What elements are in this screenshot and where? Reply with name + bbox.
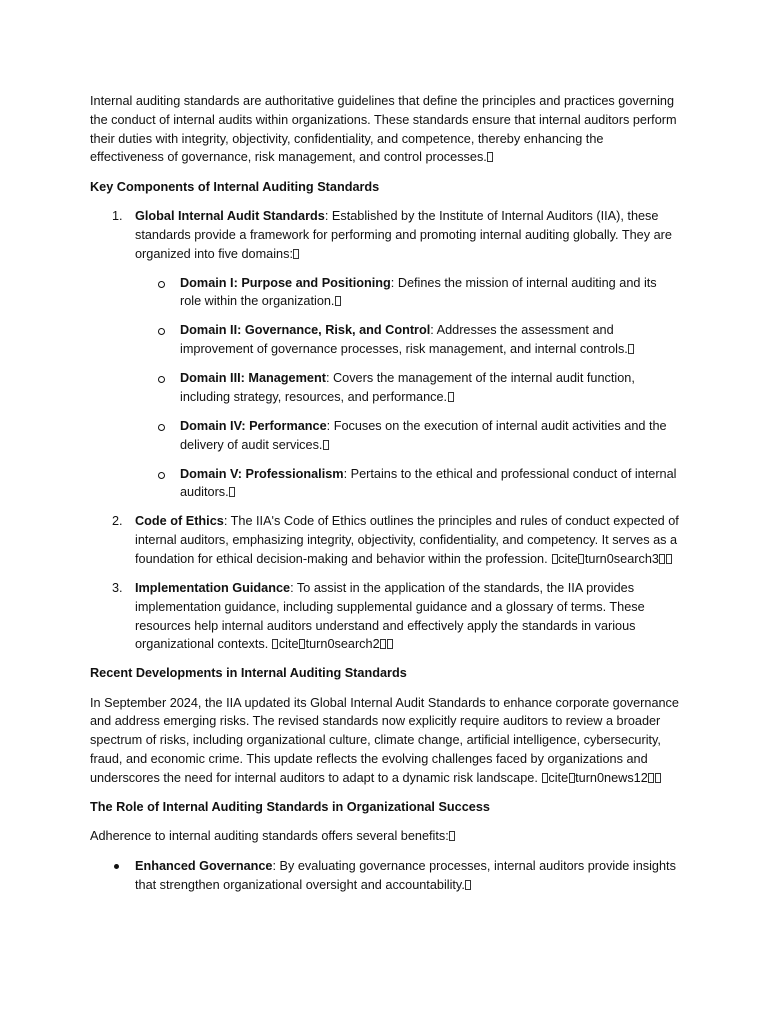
document-body [90, 92, 680, 894]
placeholder-glyph-icon [293, 249, 299, 259]
domain-title: Domain II: Governance, Risk, and Control [180, 323, 431, 338]
placeholder-glyph-icon [465, 880, 471, 890]
list-item [135, 417, 680, 455]
section-heading-recent-developments: Recent Developments in Internal Auditing Standards [90, 666, 407, 681]
benefits-list [90, 857, 680, 895]
citation-ref: turn0news12 [575, 770, 648, 785]
domain-text: : Defines the mission of internal auditing and its role within the organization. [180, 275, 657, 309]
placeholder-glyph-icon [449, 831, 455, 841]
placeholder-glyph-icon [569, 773, 575, 783]
placeholder-glyph-icon [272, 639, 278, 649]
hollow-bullet-icon [158, 328, 165, 335]
domain-text: : Covers the management of the internal audit function, including strategy, resources, and performance. [180, 371, 635, 404]
citation-marker: cite [558, 552, 578, 567]
key-components-list [90, 207, 680, 654]
placeholder-glyph-icon [578, 554, 584, 564]
placeholder-glyph-icon [299, 639, 305, 649]
item-text: : Established by the Institute of Internal Auditors (IIA), these standards provide a framework for performing and promoting internal auditing globally. They are organized into five domains: [135, 208, 672, 261]
domain-title: Domain I: Purpose and Positioning [180, 275, 391, 290]
benefit-text: : By evaluating governance processes, internal auditors provide insights that strengthen organizational oversight and accountability. [135, 858, 676, 892]
list-item [90, 512, 680, 568]
list-item [135, 321, 680, 359]
list-item [90, 207, 680, 502]
list-item [135, 274, 680, 312]
placeholder-glyph-icon [655, 773, 661, 783]
item-title: Global Internal Audit Standards [135, 208, 325, 223]
placeholder-glyph-icon [666, 554, 672, 564]
placeholder-glyph-icon [448, 392, 454, 402]
domains-list [135, 274, 680, 503]
hollow-bullet-icon [158, 472, 165, 479]
placeholder-glyph-icon [380, 639, 386, 649]
placeholder-glyph-icon [552, 554, 558, 564]
domain-text: : Addresses the assessment and improvement of governance processes, risk management, and internal controls. [180, 323, 628, 357]
hollow-bullet-icon [158, 424, 165, 431]
list-number: 3. [112, 581, 123, 596]
hollow-bullet-icon [158, 376, 165, 383]
section-heading-role: The Role of Internal Auditing Standards in Organizational Success [90, 800, 490, 815]
item-title: Code of Ethics [135, 514, 224, 529]
hollow-bullet-icon [158, 281, 165, 288]
placeholder-glyph-icon [323, 440, 329, 450]
domain-text: : Focuses on the execution of internal audit activities and the delivery of audit services. [180, 418, 667, 452]
list-item [135, 465, 680, 503]
citation-ref: turn0search3 [584, 552, 659, 567]
placeholder-glyph-icon [335, 296, 341, 306]
item-title: Implementation Guidance [135, 581, 291, 596]
placeholder-glyph-icon [387, 639, 393, 649]
placeholder-glyph-icon [648, 773, 654, 783]
item-text: : To assist in the application of the standards, the IIA provides implementation guidance, including supplemental guidance and a glossary of terms. These resources help internal auditors understand and effectively apply the standards in various organizational contexts. [135, 581, 645, 652]
domain-text: : Pertains to the ethical and professional conduct of internal auditors. [180, 466, 677, 500]
list-number: 2. [112, 514, 123, 529]
benefit-title: Enhanced Governance [135, 858, 273, 873]
list-item [90, 857, 680, 895]
citation-ref: turn0search2 [305, 637, 380, 652]
bullet-icon [114, 864, 119, 869]
citation-marker: cite [548, 770, 569, 785]
list-item [135, 369, 680, 407]
citation-marker: cite [278, 637, 299, 652]
list-number: 1. [112, 208, 123, 223]
placeholder-glyph-icon [229, 487, 235, 497]
domain-title: Domain V: Professionalism [180, 466, 344, 481]
list-item [90, 579, 680, 654]
intro-paragraph: Internal auditing standards are authoritative guidelines that define the principles and practices governing the conduct of internal audits within organizations. These standards ensure that internal auditors perform their duties with integrity, objectivity, confidentiality, and competence, thereby enhancing the effectiveness of governance, risk management, and control processes. [90, 94, 677, 165]
domain-title: Domain IV: Performance [180, 418, 327, 433]
item-text: : The IIA's Code of Ethics outlines the principles and rules of conduct expected of internal auditors, emphasizing integrity, objectivity, confidentiality, and competency. It serves as a foundation for ethical decision-making and behavior within the profession. [135, 514, 679, 567]
placeholder-glyph-icon [487, 152, 493, 162]
domain-title: Domain III: Management [180, 371, 326, 386]
placeholder-glyph-icon [659, 554, 665, 564]
placeholder-glyph-icon [542, 773, 548, 783]
placeholder-glyph-icon [628, 344, 634, 354]
role-intro-paragraph: Adherence to internal auditing standards offers several benefits: [90, 827, 680, 846]
section-heading-key-components: Key Components of Internal Auditing Standards [90, 179, 380, 194]
recent-paragraph: In September 2024, the IIA updated its Global Internal Audit Standards to enhance corporate governance and address emerging risks. The revised standards now explicitly require auditors to review a broader spectrum of risks, including organizational culture, climate change, artificial intelligence, cybersecurity, fraud, and economic crime. This update reflects the evolving challenges faced by organizations and underscores the need for internal auditors to adapt to a dynamic risk landscape. cite turn0news12 [90, 695, 679, 785]
